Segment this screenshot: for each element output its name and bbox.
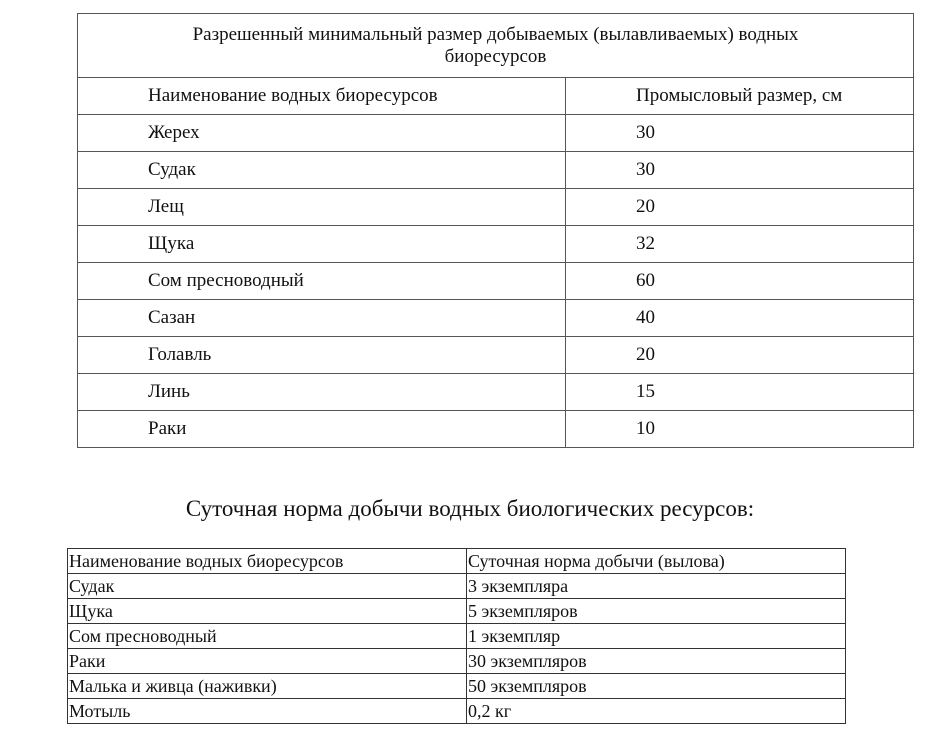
size-value-cell: 20 xyxy=(566,337,914,374)
species-name-cell: Судак xyxy=(68,574,467,599)
minimum-size-table xyxy=(77,13,914,448)
size-value-cell: 15 xyxy=(566,374,914,411)
daily-norm-table xyxy=(67,548,846,724)
species-name-cell: Раки xyxy=(68,649,467,674)
table-row xyxy=(68,624,846,649)
clipped-text-fragment xyxy=(150,0,770,3)
table-row xyxy=(68,599,846,624)
size-value-cell: 40 xyxy=(566,300,914,337)
norm-table-header-norm: Суточная норма добычи (вылова) xyxy=(467,549,846,574)
size-table-header-row xyxy=(78,78,914,115)
size-value-cell: 10 xyxy=(566,411,914,448)
species-name-cell: Малька и живца (наживки) xyxy=(68,674,467,699)
table-row xyxy=(78,189,914,226)
size-value-cell: 20 xyxy=(566,189,914,226)
norm-value-cell: 5 экземпляров xyxy=(467,599,846,624)
table-row xyxy=(68,674,846,699)
size-table-caption-text: Разрешенный минимальный размер добываемых (вылавливаемых) водных биоресурсов xyxy=(192,23,799,67)
norm-value-cell: 3 экземпляра xyxy=(467,574,846,599)
species-name-cell: Линь xyxy=(78,374,566,411)
daily-norm-title: Суточная норма добычи водных биологических ресурсов: xyxy=(185,496,755,521)
table-row xyxy=(78,263,914,300)
norm-value-cell: 0,2 кг xyxy=(467,699,846,724)
size-table-caption xyxy=(78,14,914,78)
norm-table-header-row xyxy=(68,549,846,574)
table-row xyxy=(78,411,914,448)
size-value-cell: 60 xyxy=(566,263,914,300)
table-row xyxy=(68,574,846,599)
size-value-cell: 30 xyxy=(566,152,914,189)
norm-table-header-name: Наименование водных биоресурсов xyxy=(68,549,467,574)
species-name-cell: Щука xyxy=(78,226,566,263)
size-table-header-name: Наименование водных биоресурсов xyxy=(78,78,566,115)
species-name-cell: Раки xyxy=(78,411,566,448)
table-row xyxy=(68,649,846,674)
species-name-cell: Сазан xyxy=(78,300,566,337)
table-row xyxy=(78,300,914,337)
clipped-previous-text xyxy=(0,0,940,3)
size-table-caption-row xyxy=(78,14,914,78)
table-row xyxy=(78,152,914,189)
table-row xyxy=(78,115,914,152)
norm-value-cell: 50 экземпляров xyxy=(467,674,846,699)
table-row xyxy=(78,374,914,411)
species-name-cell: Голавль xyxy=(78,337,566,374)
species-name-cell: Жерех xyxy=(78,115,566,152)
species-name-cell: Мотыль xyxy=(68,699,467,724)
norm-value-cell: 30 экземпляров xyxy=(467,649,846,674)
size-table-header-size: Промысловый размер, см xyxy=(566,78,914,115)
table-row xyxy=(78,337,914,374)
species-name-cell: Щука xyxy=(68,599,467,624)
table-row xyxy=(78,226,914,263)
size-value-cell: 30 xyxy=(566,115,914,152)
species-name-cell: Судак xyxy=(78,152,566,189)
species-name-cell: Лещ xyxy=(78,189,566,226)
table-row xyxy=(68,699,846,724)
species-name-cell: Сом пресноводный xyxy=(78,263,566,300)
species-name-cell: Сом пресноводный xyxy=(68,624,467,649)
norm-value-cell: 1 экземпляр xyxy=(467,624,846,649)
size-value-cell: 32 xyxy=(566,226,914,263)
